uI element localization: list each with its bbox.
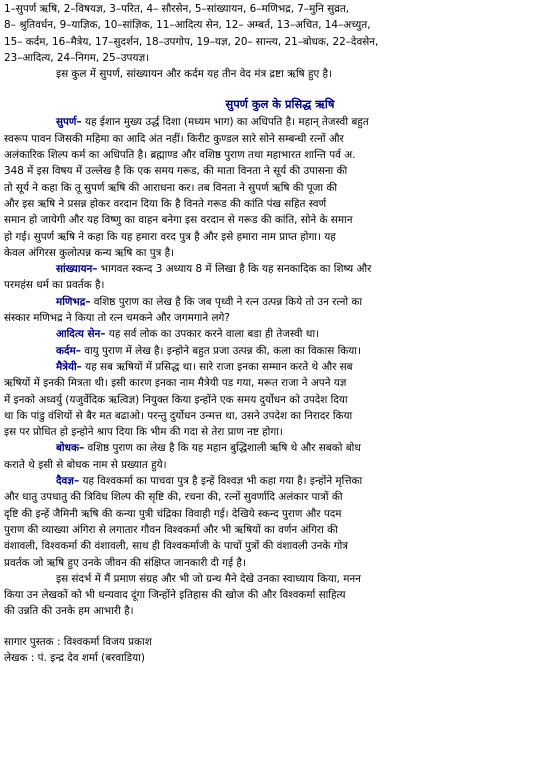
entry-term: मैत्रेयी– xyxy=(56,360,82,373)
entry-text: अलंकारिक शिल्प कर्म का अधिपति है। ब्रह्माण्ड और वशिष्ठ पुराण तथा महाभारत शान्ति पर्व अ. xyxy=(4,149,356,162)
entry-text: पुराण की व्याख्या अंगिरा से लगातार गौवन विश्वकर्मा और भी ऋषियों का वर्णन अंगिरा की xyxy=(4,523,338,536)
entry-text: में इनको अध्वर्यु (यजुर्वेदिक ऋत्विज्ञ) नियुक्त किया इन्होंने एक समय दुर्योधन को उपदेश दिया xyxy=(4,393,348,406)
entry-text: यह सब ऋषियों में प्रसिद्ध था। सारे राजा इनका सम्मान करते थे और सब xyxy=(81,360,353,373)
entry-sankhyayan xyxy=(4,261,556,294)
closing-text: किया उन लेखकों को भी धन्यवाद दूंगा जिन्होंने इतिहास की खोज की और विश्वकर्मा साहित्य xyxy=(4,589,346,602)
entry-text: इस पर प्रोधित हो इन्होने श्राप दिया कि भीम की गदा से तेरा प्राण नष्ट होगा। xyxy=(4,426,283,439)
entry-term: आदित्य सेन– xyxy=(56,328,106,341)
entry-suparna xyxy=(4,114,556,261)
entry-text: वशिष्ठ पुराण का लेख है कि यह महान बुद्धिशाली ऋषि थे और सबको बोध xyxy=(84,442,361,455)
document-page xyxy=(4,1,556,666)
entry-text: समान हो जायेगी और यह विष्णु का वाहन बनेगा इस वरदान से गरूड की कांति, सोने के समान xyxy=(4,214,353,227)
entry-text: और धातु उपधातु की त्रिविध शिल्प की सृष्टि की, रचना की, रत्नों सुवर्णादि अलंकार पात्रों की xyxy=(4,491,343,504)
entry-text: यह सर्व लोक का उपकार करने वाला बडा ही तेजस्वी था। xyxy=(105,328,320,341)
entry-term: दैवज्ञ– xyxy=(56,475,80,488)
entry-text: यह विश्वकर्मा का पाचवा पुत्र है इन्हें विश्वज्ञ भी कहा गया है। इन्होंने मृत्तिका xyxy=(79,475,363,488)
entry-bodhak xyxy=(4,440,556,473)
source-credits xyxy=(4,634,556,667)
entry-text: संस्कार मणिभद्र ने किया तो रत्न चमकने और जगमगाने लगे? xyxy=(4,312,230,325)
entry-text: भागवत स्कन्द 3 अध्याय 8 में लिखा है कि यह सनकादिक का शिष्य और xyxy=(97,263,372,276)
entry-text: प्रवर्तक जो ऋषि हुए उनके जीवन की संक्षिप्त जानकारी दी गई है। xyxy=(4,556,246,569)
entry-text: स्वरूप पावन जिसकी महिमा का आदि अंत नहीं। किरीट कुण्डल सारे सोने सम्बन्धी रत्नों और xyxy=(4,132,344,145)
entry-term: मणिभद्र– xyxy=(56,295,91,308)
entry-term: सुपर्ण– xyxy=(56,116,82,129)
entry-text: 348 में इस विषय में उल्लेख है कि एक समय गरूड, की माता विनता ने सूर्य की उपासना की xyxy=(4,165,348,178)
entry-text: हो गई। सुपर्ण ऋषि ने कहा कि यह हमारा वरद पुत्र है और इसे हमारा नाम प्राप्त होगा। यह xyxy=(4,230,336,243)
section-heading: सुपर्ण कुल के प्रसिद्ध ऋषि xyxy=(225,97,335,112)
entry-manibhadra xyxy=(4,294,556,327)
entry-maitreyi xyxy=(4,359,556,440)
entry-text: केवल अंगिरस कुलोत्पन्न कन्य ऋषि का पुत्र है। xyxy=(4,246,175,259)
intro-summary: इस कुल में सुपर्ण, सांख्यायन और कर्दम यह तीन वेद मंत्र द्रष्टा ऋषि हुए है। xyxy=(56,68,332,81)
entry-text: था कि पांडु वंशियों से बैर मत बढाओ। परन्तु दुर्योधन उन्मत्त था, उसने उपदेश का निरादर किया xyxy=(4,409,353,422)
entry-text: दृष्टि की इन्हें जैमिनी ऋषि की कन्या पुत्री चंद्रिका विवाही गई। देखिये स्कन्द पुराण और पदम xyxy=(4,507,342,520)
entry-aditya-sen xyxy=(4,326,556,342)
entry-term: बोधक– xyxy=(56,442,85,455)
entry-term: कर्दम– xyxy=(56,344,81,357)
entry-text: ऋषियों में इनकी मित्रता थी। इसी कारण इनका नाम मैत्रेयी पड गया, मरूत राजा ने अपने यज्ञ xyxy=(4,377,347,390)
entry-daivagya xyxy=(4,473,556,571)
entry-text: यह ईशान मुख्य उर्द्ध दिशा (मध्यम भाग) का अधिपति है। महान् तेजस्वी बहुत xyxy=(81,116,369,129)
rishi-list-line: 15– कर्दम, 16–मैत्रेय, 17–सुदर्शन, 18–उपगोप, 19–यज्ञ, 20– सान्त्य, 21–बोधक, 22–देवसेन, xyxy=(4,35,379,48)
rishi-list-line: 23–आदित्य, 24–निगम, 25–उपयज्ञ। xyxy=(4,51,150,64)
entry-text: तो सूर्य ने कहा कि तू सुपर्ण ऋषि की आराधना कर। तब विनता ने सुपर्ण ऋषि की पूजा की xyxy=(4,181,338,194)
source-author: लेखक : पं. इन्द्र देव शर्मा (बरवाडिया) xyxy=(4,651,145,664)
rishi-list-line: 8– श्रुतिवर्धन, 9–याज्ञिक, 10–सांज्ञिक, 11–आदित्य सेन, 12– अम्बर्त, 13–अचित, 14–अच्युत, xyxy=(4,19,371,32)
closing-paragraph xyxy=(4,571,556,620)
entry-term: सांख्यायन– xyxy=(56,263,98,276)
entry-text: वंशावली, विश्वकर्मा की वंशावली, साथ ही विश्वकर्माजी के पाचों पुत्रों की वंशावली उनके गोत्र xyxy=(4,540,348,553)
closing-text: की उन्नति की उनके हम आभारी है। xyxy=(4,605,134,618)
rishi-list-line: 1–सुपर्ण ऋषि, 2–विषयज्ञ, 3–परित, 4– सौरसेन, 5–सांख्यायन, 6–मणिभद्र, 7–मुनि सुव्रत, xyxy=(4,3,350,15)
source-book: सागार पुस्तक : विश्वकर्मा विजय प्रकाश xyxy=(4,635,152,648)
rishi-list xyxy=(4,1,556,66)
entry-text: वायु पुराण में लेख है। इन्होने बहुत प्रजा उत्पन्न की, कला का विकास किया। xyxy=(80,344,361,357)
entry-text: और इस ऋषि ने प्रसन्न होकर वरदान दिया कि है विनते गरूड की कांति पंख सहित स्वर्ण xyxy=(4,197,327,210)
entry-text: वशिष्ठ पुराण का लेख है कि जब पृथ्वी ने रत्न उत्पन्न किये तो उन रत्नो का xyxy=(90,295,363,308)
closing-text: इस संदर्भ में मैं प्रमाण संग्रह और भी जो ग्रन्थ मैने देखे उनका स्वाध्याय किया, मनन xyxy=(56,572,361,585)
entry-text: कराते थे इसी से बोधक नाम से प्रख्यात हुये। xyxy=(4,458,167,471)
entry-text: परमहंस धर्म का प्रवर्तक है। xyxy=(4,279,105,292)
entry-kardam xyxy=(4,343,556,359)
